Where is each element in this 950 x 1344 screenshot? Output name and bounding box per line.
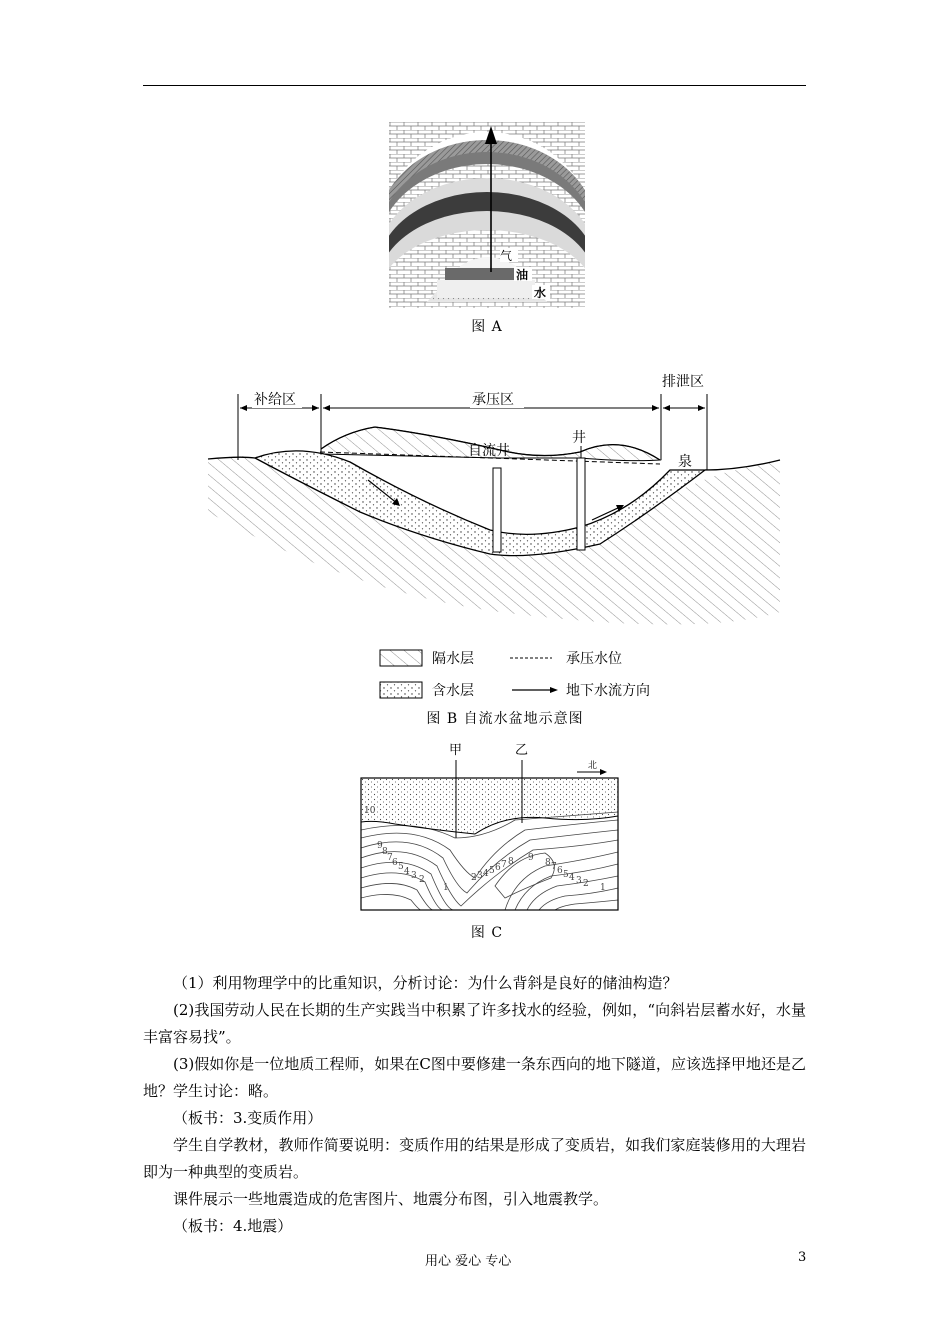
contour-center-3: 3 (477, 871, 483, 881)
figure-a-caption: 图 A (471, 319, 503, 335)
legend-pressure-level: 承压水位 (566, 651, 622, 667)
figa-gas-label: 气 (500, 249, 513, 263)
contour-left-3: 3 (411, 871, 417, 881)
contour-left-core-1: 1 (443, 883, 449, 893)
legend-aquiclude: 隔水层 (432, 651, 474, 667)
figb-recharge-zone: 补给区 (254, 392, 296, 408)
question-1: （1）利用物理学中的比重知识，分析讨论：为什么背斜是良好的储油构造？ (173, 974, 678, 992)
figure-a (387, 122, 587, 312)
figc-yi-label: 乙 (515, 743, 529, 758)
question-2: (2)我国劳动人民在长期的生产实践当中积累了许多找水的经验，例如，“向斜岩层蓄水好，水量丰富容易找”。 (143, 1001, 806, 1046)
contour-right-7: 7 (551, 862, 557, 872)
contour-top-10: 10 (364, 806, 376, 816)
contour-center-8: 8 (508, 857, 514, 867)
figa-water-label: 水 (534, 286, 547, 300)
contour-left-4: 4 (404, 867, 410, 877)
contour-right-core-1: 1 (600, 883, 606, 893)
figure-c-caption: 图 C (470, 925, 504, 941)
contour-left-5: 5 (398, 862, 404, 872)
figa-oil-label: 油 (516, 268, 529, 282)
contour-center-top-9: 9 (528, 853, 534, 863)
paragraph-earthquake: 课件展示一些地震造成的危害图片、地震分布图，引入地震教学。 (173, 1190, 609, 1208)
contour-center-7: 7 (501, 860, 507, 870)
contour-center-4: 4 (483, 869, 489, 879)
figc-jia-label: 甲 (449, 743, 463, 758)
figb-confined-zone: 承压区 (472, 392, 514, 408)
figure-b (200, 362, 790, 742)
figb-well-label: 井 (572, 430, 586, 446)
body-text (143, 970, 806, 1240)
contour-center-5: 5 (489, 866, 495, 876)
page-number: 3 (798, 1250, 807, 1265)
contour-center-2: 2 (471, 873, 477, 883)
board-note-3: （板书：3.变质作用） (173, 1109, 323, 1127)
question-3: (3)假如你是一位地质工程师，如果在C图中要修建一条东西向的地下隧道，应该选择甲地还是乙地？学生讨论：略。 (143, 1055, 806, 1100)
paragraph-metamorphism: 学生自学教材，教师作简要说明：变质作用的结果是形成了变质岩，如我们家庭装修用的大理岩即为一种典型的变质岩。 (143, 1136, 806, 1181)
contour-right-2: 2 (583, 879, 589, 889)
figure-b-caption: 图 B 自流水盆地示意图 (426, 711, 584, 727)
legend-flow: 地下水流方向 (566, 683, 650, 699)
contour-left-6: 6 (392, 858, 398, 868)
contour-left-8: 8 (382, 847, 388, 857)
contour-left-7: 7 (387, 853, 393, 863)
contour-center-6: 6 (495, 863, 501, 873)
contour-right-6: 6 (557, 866, 563, 876)
figb-artesian-well-label: 自流井 (468, 443, 510, 459)
contour-left-2: 2 (419, 875, 425, 885)
contour-right-5: 5 (563, 870, 569, 880)
figc-north-label: 北 (588, 761, 598, 771)
footer-motto: 用心 爱心 专心 (425, 1254, 512, 1269)
header-rule (143, 85, 806, 86)
figb-discharge-zone: 排泄区 (662, 374, 704, 390)
figure-c (355, 738, 625, 918)
contour-right-4: 4 (569, 873, 575, 883)
contour-right-8: 8 (545, 858, 551, 868)
contour-left-9: 9 (377, 841, 383, 851)
legend-aquifer: 含水层 (432, 683, 474, 699)
board-note-4: （板书：4.地震） (173, 1217, 293, 1235)
figb-spring-label: 泉 (678, 454, 692, 470)
contour-right-3: 3 (576, 876, 582, 886)
